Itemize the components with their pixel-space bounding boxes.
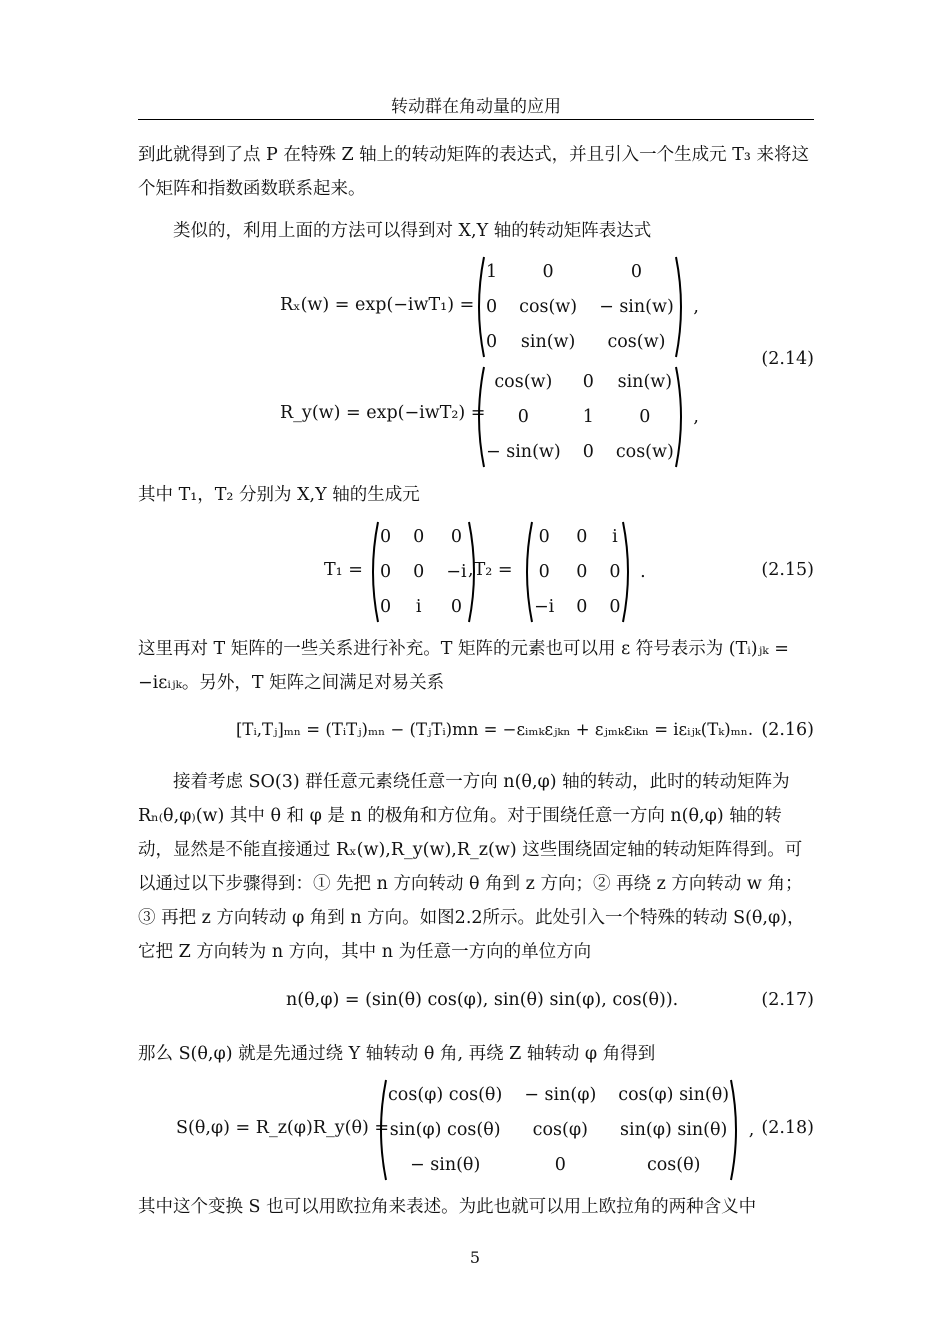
matrix-cell: 0 bbox=[450, 527, 462, 548]
t1-lhs: T₁ = bbox=[324, 560, 363, 580]
left-paren bbox=[472, 255, 486, 359]
right-paren bbox=[729, 1078, 743, 1182]
t1-matrix bbox=[366, 520, 481, 624]
right-paren bbox=[674, 255, 688, 359]
matrix-cell: 0 bbox=[609, 596, 621, 617]
matrix-cell: cos(φ) cos(θ) bbox=[388, 1085, 503, 1106]
paragraph-3: 其中 T₁，T₂ 分别为 X,Y 轴的生成元 bbox=[138, 485, 420, 505]
matrix-cell: 0 bbox=[413, 561, 425, 582]
paragraph-6: 那么 S(θ,φ) 就是先通过绕 Y 轴转动 θ 角, 再绕 Z 轴转动 φ 角得到 bbox=[138, 1044, 656, 1064]
matrix-cell: cos(w) bbox=[494, 372, 553, 393]
rx-matrix-grid bbox=[486, 255, 674, 359]
matrix-cell: 0 bbox=[576, 596, 588, 617]
commutator-relation: [Tᵢ,Tⱼ]ₘₙ = (TᵢTⱼ)ₘₙ − (TⱼTᵢ)mn = −εᵢₘₖεⱼₖₙ + εⱼₘₖεᵢₖₙ = iεᵢⱼₖ(Tₖ)ₘₙ. bbox=[236, 720, 754, 739]
left-paren bbox=[520, 520, 534, 624]
rx-matrix: 1 0 0 0 cos(w) − sin(w) 0 sin(w) cos(w) , bbox=[472, 255, 699, 359]
matrix-cell: 0 bbox=[639, 406, 651, 427]
matrix-cell: 0 bbox=[630, 262, 643, 283]
t2-matrix-grid bbox=[534, 520, 621, 624]
equation-2-17 bbox=[138, 990, 814, 1020]
matrix-cell: cos(w) bbox=[519, 296, 578, 317]
matrix-cell: cos(φ) bbox=[532, 1119, 588, 1140]
matrix-cell: 0 bbox=[538, 527, 550, 548]
equation-2-14 bbox=[138, 255, 814, 475]
paragraph-4: 这里再对 T 矩阵的一些关系进行补充。T 矩阵的元素也可以用 ε 符号表示为 (Tᵢ)ⱼₖ = −iεᵢⱼₖ。另外，T 矩阵之间满足对易关系 bbox=[138, 639, 789, 693]
right-paren bbox=[621, 520, 635, 624]
equation-number: (2.16) bbox=[761, 720, 814, 740]
matrix-cell: 0 bbox=[380, 527, 392, 548]
matrix-cell: 1 bbox=[486, 262, 498, 283]
paragraph-1: 到此就得到了点 P 在特殊 Z 轴上的转动矩阵的表达式，并且引入一个生成元 T₃ 来将这个矩阵和指数函数联系起来。 bbox=[138, 145, 809, 199]
matrix-cell: i bbox=[415, 596, 422, 617]
matrix-cell: sin(w) bbox=[617, 372, 673, 393]
equation-2-15 bbox=[138, 520, 814, 630]
matrix-cell: cos(φ) sin(θ) bbox=[618, 1085, 730, 1106]
matrix-cell: 0 bbox=[576, 561, 588, 582]
matrix-cell: sin(φ) sin(θ) bbox=[620, 1119, 728, 1140]
ry-lhs: R_y(w) = exp(−iwT₂) = bbox=[280, 403, 486, 423]
matrix-cell: 0 bbox=[486, 331, 498, 352]
matrix-cell: 0 bbox=[380, 596, 392, 617]
matrix-cell: − sin(w) bbox=[486, 441, 561, 462]
matrix-cell: cos(w) bbox=[615, 441, 674, 462]
matrix-cell: 0 bbox=[582, 372, 594, 393]
left-paren bbox=[366, 520, 380, 624]
equation-2-18 bbox=[138, 1078, 814, 1188]
t2-lhs: ,T₂ = bbox=[468, 560, 513, 580]
matrix-cell: cos(w) bbox=[607, 331, 666, 352]
s-lhs: S(θ,φ) = R_z(φ)R_y(θ) = bbox=[176, 1118, 390, 1138]
equation-number: (2.17) bbox=[761, 990, 814, 1010]
ry-matrix-grid bbox=[486, 365, 674, 469]
matrix-cell: −i bbox=[446, 561, 467, 582]
paragraph-2: 类似的，利用上面的方法可以得到对 X,Y 轴的转动矩阵表达式 bbox=[173, 221, 652, 241]
header-rule bbox=[138, 119, 814, 120]
equation-2-16 bbox=[138, 720, 814, 750]
matrix-cell: 0 bbox=[517, 406, 529, 427]
running-header: 转动群在角动量的应用 bbox=[391, 97, 561, 117]
matrix-cell: 0 bbox=[576, 527, 588, 548]
matrix-cell: cos(θ) bbox=[646, 1154, 701, 1175]
matrix-cell: − sin(w) bbox=[599, 296, 674, 317]
matrix-cell: 0 bbox=[413, 527, 425, 548]
matrix-cell: 0 bbox=[542, 262, 554, 283]
matrix-cell: 0 bbox=[582, 441, 594, 462]
matrix-cell: sin(w) bbox=[520, 331, 576, 352]
matrix-cell: i bbox=[612, 527, 618, 548]
left-paren bbox=[472, 365, 486, 469]
s-matrix-grid bbox=[388, 1078, 729, 1182]
right-paren bbox=[674, 365, 688, 469]
t1-matrix-grid bbox=[380, 520, 467, 624]
matrix-cell: 0 bbox=[538, 561, 550, 582]
matrix-cell: 0 bbox=[486, 296, 498, 317]
t2-matrix: 0 0 i 0 0 0 −i 0 0 . bbox=[520, 520, 646, 624]
matrix-cell: − sin(φ) bbox=[524, 1085, 597, 1106]
matrix-cell: − sin(θ) bbox=[410, 1154, 481, 1175]
unit-vector-n: n(θ,φ) = (sin(θ) cos(φ), sin(θ) sin(φ), cos(θ)). bbox=[286, 990, 679, 1010]
rx-lhs: Rₓ(w) = exp(−iwT₁) = bbox=[280, 295, 475, 315]
matrix-cell: 1 bbox=[582, 406, 594, 427]
matrix-cell: −i bbox=[534, 596, 555, 617]
equation-number: (2.14) bbox=[761, 349, 814, 369]
paragraph-7: 其中这个变换 S 也可以用欧拉角来表述。为此也就可以用上欧拉角的两种含义中 bbox=[138, 1197, 757, 1217]
equation-number: (2.15) bbox=[761, 560, 814, 580]
matrix-cell: sin(φ) cos(θ) bbox=[389, 1119, 501, 1140]
matrix-cell: 0 bbox=[380, 561, 392, 582]
matrix-cell: 0 bbox=[554, 1154, 566, 1175]
matrix-cell: 0 bbox=[609, 561, 621, 582]
left-paren bbox=[374, 1078, 388, 1182]
paragraph-5: 接着考虑 SO(3) 群任意元素绕任意一方向 n(θ,φ) 轴的转动，此时的转动矩阵为 Rₙ₍θ,φ₎(w) 其中 θ 和 φ 是 n 的极角和方位角。对于围绕任意一方向 n(θ,φ) 轴的转动，显然是不能直接通过 Rₓ(w),R_y(w),R_z(w) 这些围绕固定轴的转动矩阵得到。可以通过以下步骤得到：① 先把 n 方向转动 θ 角到 z 方向；② 再绕 z 方向转动 w 角；③ 再把 z 方向转动 φ 角到 n 方向。如图2.2所示。此处引入一个特殊的转动 S(θ,φ)，它把 Z 方向转为 n 方向，其中 n 为任意一方向的单位方向 bbox=[138, 772, 805, 962]
ry-matrix: cos(w) 0 sin(w) 0 1 0 − sin(w) 0 cos(w) , bbox=[472, 365, 699, 469]
page-number: 5 bbox=[469, 1248, 481, 1267]
s-matrix: cos(φ) cos(θ) − sin(φ) cos(φ) sin(θ) sin(φ) cos(θ) cos(φ) sin(φ) sin(θ) − sin(θ) 0 cos(θ) , bbox=[374, 1078, 754, 1182]
matrix-cell: 0 bbox=[450, 596, 462, 617]
equation-number: (2.18) bbox=[761, 1118, 814, 1138]
